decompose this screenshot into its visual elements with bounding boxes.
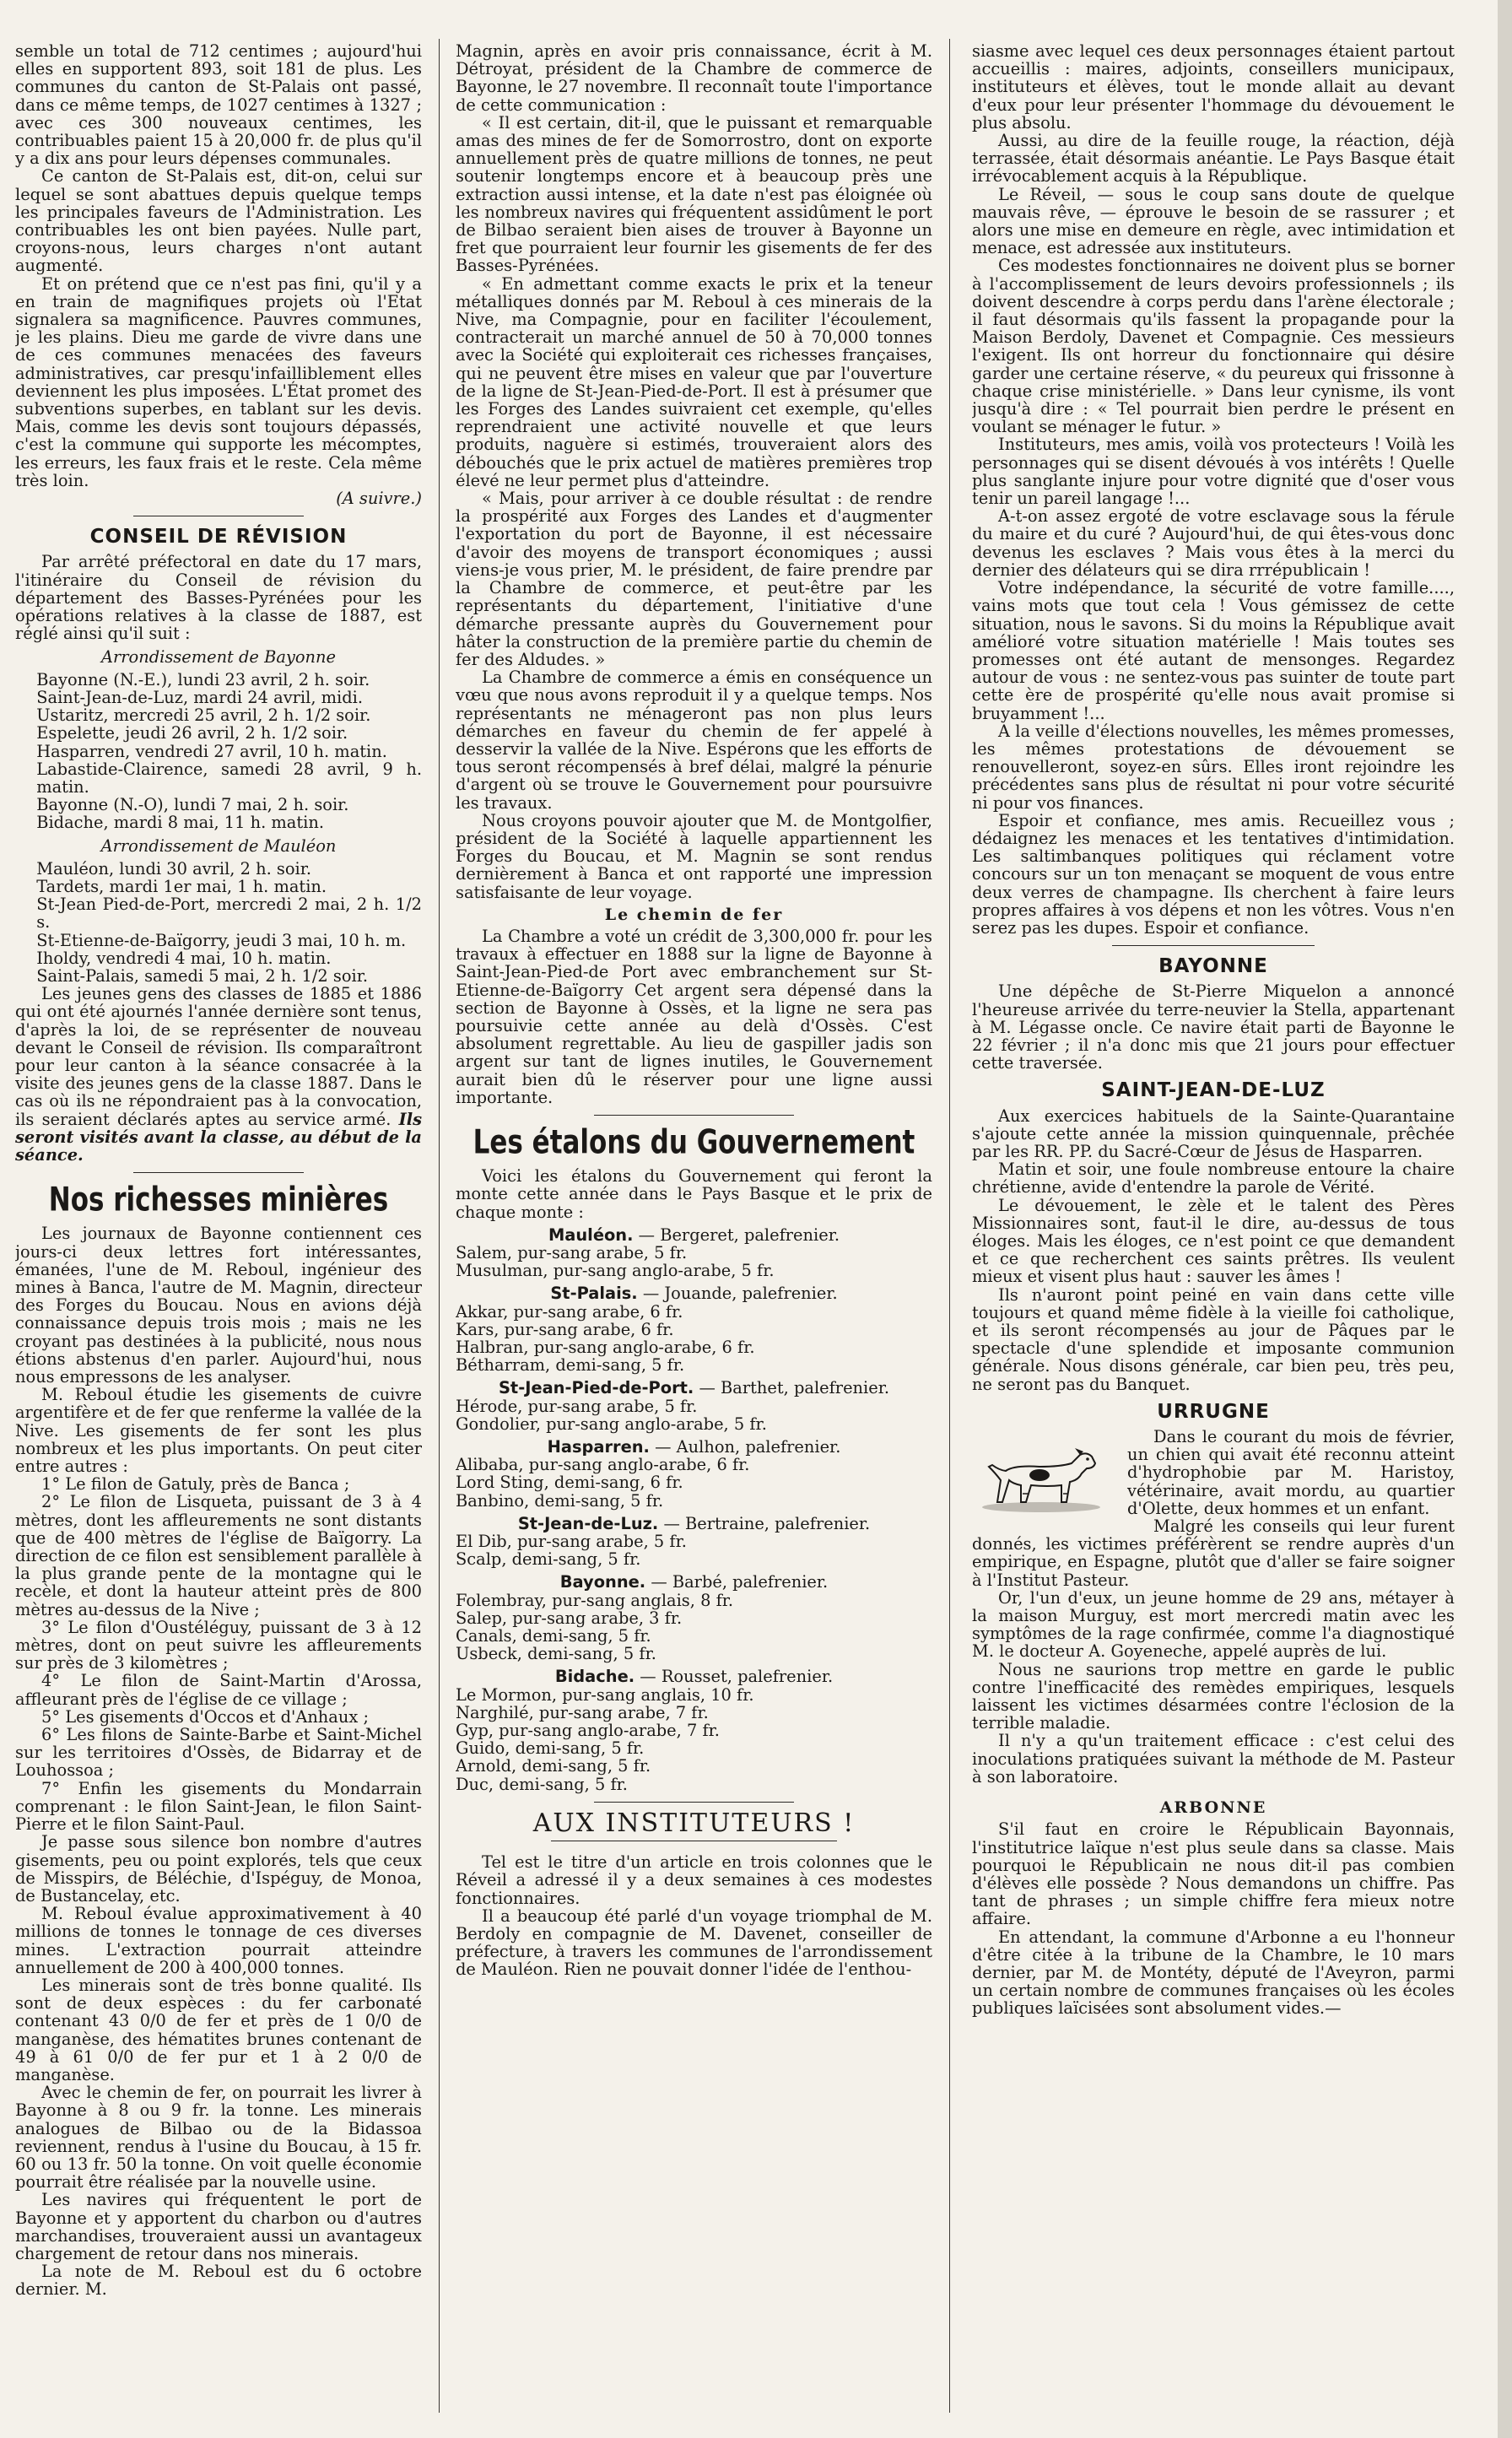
horse-entry: Alibaba, pur-sang anglo-arabe, 6 fr. [456,1455,750,1475]
article-text: Espoir et confiance, mes amis. Recueillez vous ; dédaignez les menaces et les tentatives d'intimidation. Les saltimbanques politiques qui réclament votre concours sur un ton menaçant se moquent de vous entre deux verres de champagne. Ils cherchent à faire leurs propres affaires à vos dépens et non les vôtres. Vous n'en serez pas les dupes. Espoir et confiance. [972,810,1455,938]
horse-entry: Bétharram, demi-sang, 5 fr. [456,1355,685,1376]
station-keeper: — Rousset, palefrenier. [640,1667,834,1687]
article-text: Avec le chemin de fer, on pourrait les livrer à Bayonne à 8 ou 9 fr. la tonne. Les minerais analogues de Bilbao ou de la Bidassoa reviennent, rendus à l'usine du Boucau, à 15 fr. 60 ou 13 fr. 50 la tonne. On voit quelle économie pourrait être réalisée par la nouvelle usine. [15,2083,422,2192]
station-town: Mauléon. [548,1224,634,1245]
continuation-note: (A suivre.) [336,489,422,509]
horse-entry: Hérode, pur-sang arabe, 5 fr. [456,1396,698,1416]
list-item: Bayonne (N.-O), lundi 7 mai, 2 h. soir. [36,795,349,815]
horse-entry: Narghilé, pur-sang arabe, 7 fr. [456,1702,709,1722]
heading-arbonne: ARBONNE [1159,1798,1267,1818]
article-text: A-t-on assez ergoté de votre esclavage sous la férule du maire et du curé ? Aujourd'hui, de qui êtes-vous donc devenus les esclaves ? Mais vous êtes à la merci du dernier des délateurs qui se dira rrrépublicain ! [972,506,1455,580]
station-keeper: — Barbé, palefrenier. [651,1572,829,1592]
article-text: Voici les étalons du Gouvernement qui feront la monte cette année dans le Pays Basque et le prix de chaque monte : [456,1166,932,1222]
station-heading [456,1573,932,1591]
article-text: « Mais, pour arriver à ce double résultat : de rendre la prospérité aux Forges des Landes et d'augmenter l'exportation du port de Bayonne, il est nécessaire d'avoir des moyens de transport économiques ; aussi viens-je vous prier, M. le président, de faire prendre par la Chambre de commerce, et peut-être par les représentants du département, l'initiative d'une démarche pressante auprès du Gouvernement pour hâter la construction de la première partie du chemin de fer des Aldudes. » [456,489,932,669]
divider [594,1115,794,1116]
column-rule [949,39,950,2413]
article-text: A la veille d'élections nouvelles, les mêmes promesses, les mêmes protestations de dévouement se renouvelleront, soyez-en sûrs. Elles iront rejoindre les précédentes sans plus de résultat ni pour votre sécurité ni pour vos finances. [972,721,1455,813]
horse-entry: Canals, demi-sang, 5 fr. [456,1626,651,1646]
station-town: Hasparren. [547,1437,650,1457]
station-keeper: — Barthet, palefrenier. [699,1378,890,1398]
article-text: Il n'y a qu'un traitement efficace : c'est celui des inoculations pratiquées suivant la méthode de M. Pasteur à son laboratoire. [972,1731,1455,1787]
list-item: 6° Les filons de Sainte-Barbe et Saint-Michel sur les territoires d'Ossès, de Bidarray et de Louhossoa ; [15,1725,422,1781]
heading-richesses-minieres: Nos richesses minières [48,1181,389,1219]
list-item: St-Etienne-de-Baïgorry, jeudi 3 mai, 10 h. m. [36,930,407,950]
article-text: Ces modestes fonctionnaires ne doivent plus se borner à l'accomplissement de leurs devoirs professionnels ; ils doivent descendre à corps perdu dans l'arène électorale ; il faut désormais qu'ils fassent la propagande pour la Maison Berdoly, Davenet et Compagnie. Ces messieurs l'exigent. Ils ont horreur du fonctionnaire qui désire garder une certaine réserve, « du peureux qui frissonne à chaque crise ministérielle. » Dans leur cynisme, ils vont jusqu'à dire : « Tel pourrait bien perdre le présent en voulant se ménager le futur. » [972,256,1455,437]
article-text: Magnin, après en avoir pris connaissance, écrit à M. Détroyat, président de la Chambre de commerce de Bayonne, le 27 novembre. Il reconnaît toute l'importance de cette communication : [456,42,932,115]
horse-entry: Guido, demi-sang, 5 fr. [456,1738,645,1759]
station-heading [456,1379,932,1397]
article-text: Aux exercices habituels de la Sainte-Quarantaine s'ajoute cette année la mission quinquennale, prêchée par les RR. PP. du Sacré-Cœur de Jésus de Hasparren. [972,1105,1455,1161]
list-item: St-Jean Pied-de-Port, mercredi 2 mai, 2 h. 1/2 s. [36,895,422,932]
station-town: St-Jean-Pied-de-Port. [498,1378,694,1398]
horse-entry: Salep, pur-sang arabe, 3 fr. [456,1608,683,1628]
subheading-arrondissement-bayonne: Arrondissement de Bayonne [101,646,336,667]
horse-entry: Banbino, demi-sang, 5 fr. [456,1490,664,1511]
station-heading [456,1226,932,1244]
subheading-arrondissement-mauleon: Arrondissement de Mauléon [100,835,337,856]
article-text: Matin et soir, une foule nombreuse entoure la chaire chrétienne, avide d'entendre la parole de Vérité. [972,1160,1455,1197]
article-text: Aussi, au dire de la feuille rouge, la réaction, déjà terrassée, était désormais anéantie. Le Pays Basque était irrévocablement acquis à la République. [972,131,1455,186]
column-2 [456,42,932,2413]
article-text-italic: Ils seront visités avant la classe, au début de la séance. [15,1109,422,1165]
list-item: Iholdy, vendredi 4 mai, 10 h. matin. [36,948,332,968]
article-text: En attendant, la commune d'Arbonne a eu l'honneur d'être citée à la tribune de la Chambre, le 10 mars dernier, par M. de Montéty, député de l'Aveyron, parmi un certain nombre de communes françaises où les écoles publiques laïcisées sont absolument vides.— [972,1927,1455,2019]
horse-entry: Lord Sting, demi-sang, 6 fr. [456,1473,683,1493]
article-text: Les journaux de Bayonne contiennent ces jours-ci deux lettres fort intéressantes, émanées, l'une de M. Reboul, ingénieur des mines à Banca, l'autre de M. Magnin, directeur des Forges du Boucau. Nous en avions déjà connaissance depuis trois mois ; mais ne les croyant pas destinées à la publicité, nous nous étions abstenus d'en parler. Aujourd'hui, nous nous empressons de les analyser. [15,1224,422,1387]
article-text: Nous ne saurions trop mettre en garde le public contre l'inefficacité des remèdes empiriques, lesquels laissent les victimes désarmées contre l'éclosion de la terrible maladie. [972,1659,1455,1733]
list-item: Ustaritz, mercredi 25 avril, 2 h. 1/2 soir. [36,705,371,726]
schedule-list-bayonne [15,671,422,832]
list-item: 1° Le filon de Gatuly, près de Banca ; [41,1474,350,1495]
article-text: « Il est certain, dit-il, que le puissant et remarquable amas des mines de fer de Somorrostro, dont on exporte annuellement près de quatre millions de tonnes, ne peut soutenir longtemps encore et à beaucoup près une extraction aussi intense, et la date n'est pas éloignée où les nombreux navires qui fréquentent assidûment le port de Bilbao seraient bien aises de trouver à Bayonne un fret que pourraient leur fournir les gisements de fer des Basses-Pyrénées. [456,112,932,276]
article-text: Une dépêche de St-Pierre Miquelon a annoncé l'heureuse arrivée du terre-neuvier la Stella, appartenant à M. Légasse oncle. Ce navire était parti de Bayonne le 22 février ; il n'a donc mis que 21 jours pour effectuer cette traversée. [972,981,1455,1073]
heading-saint-jean-de-luz: SAINT-JEAN-DE-LUZ [1101,1079,1326,1102]
station-town: Bidache. [554,1667,635,1687]
list-item: Hasparren, vendredi 27 avril, 10 h. matin. [36,741,387,761]
article-text: Nous croyons pouvoir ajouter que M. de Montgolfier, président de la Société à laquelle appartiennent les Forges du Boucau, et M. Magnin se sont rendus dernièrement à Banca et ont rapporté une impression satisfaisante de leur voyage. [456,810,932,902]
article-text: Je passe sous silence bon nombre d'autres gisements, peu ou point explorés, tels que ceux de Misspirs, de Béléchie, d'Ispéguy, de Monoa, de Bustancelay, etc. [15,1832,422,1906]
article-text: Votre indépendance, la sécurité de votre famille...., vains mots que tout cela ! Vous gémissez de cette situation, nous le savons. Si du moins la République avait amélioré votre situation matérielle ! Mais toutes ses promesses ont été autant de mensonges. Regardez autour de vous : ne sentez-vous pas suinter de toute part cette ère de prospérité qu'elle nous avait promise si bruyamment !... [972,578,1455,723]
article-text: La note de M. Reboul est du 6 octobre dernier. M. [15,2262,422,2300]
article-text [15,985,422,1164]
horse-entry: Akkar, pur-sang arabe, 6 fr. [456,1301,683,1322]
horse-entry: Duc, demi-sang, 5 fr. [456,1774,628,1794]
article-text: Dans le courant du mois de février, un chien qui avait été reconnu atteint d'hydrophobie par M. Haristoy, vétérinaire, avait mordu, au quartier d'Olette, deux hommes et un enfant. [1127,1427,1455,1518]
article-text: Il a beaucoup été parlé d'un voyage triomphal de M. Berdoly en compagnie de M. Davenet, conseiller de préfecture, à travers les communes de l'arrondissement de Mauléon. Rien ne pouvait donner l'idée de l'enthou- [456,1906,932,1980]
divider [594,1802,794,1803]
horse-entry: Usbeck, demi-sang, 5 fr. [456,1644,656,1664]
article-text: Le dévouement, le zèle et le talent des Pères Missionnaires sont, faut-il le dire, au-dessus de tous éloges. Mais les éloges, ce n'est point ce que demandent et ce que recherchent ces saints prêtres. Ils veulent mieux et visent plus haut : sauver les âmes ! [972,1195,1455,1287]
article-text: Ce canton de St-Palais est, dit-on, celui sur lequel se sont abattues depuis quelque temps les principales faveurs de l'Administration. Les contribuables les ont bien payées. Nulle part, croyons-nous, leurs charges n'ont autant augmenté. [15,166,422,276]
dog-illustration-icon [972,1433,1115,1517]
article-text: La Chambre a voté un crédit de 3,300,000 fr. pour les travaux à effectuer en 1888 sur la ligne de Bayonne à Saint-Jean-Pied-de Port avec embranchement sur St-Etienne-de-Baïgorry Cet argent sera dépensé dans la section de Bayonne à Ossès, et la ligne ne sera pas poursuivie cette année au delà d'Ossès. C'est absolument regrettable. Au lieu de gaspiller jadis son argent sur tant de lignes inutiles, le Gouvernement aurait bien dû le réserver pour une ligne aussi importante. [456,926,932,1107]
list-item: Saint-Jean-de-Luz, mardi 24 avril, midi. [36,687,364,707]
article-text: Les navires qui fréquentent le port de Bayonne et y apportent du charbon ou d'autres marchandises, trouveraient aussi un avantageux chargement de retour dans nos minerais. [15,2190,422,2263]
station-keeper: — Bertraine, palefrenier. [663,1513,871,1533]
article-text: M. Reboul évalue approximativement à 40 millions de tonnes le tonnage de ces diverses mines. L'extraction pourrait atteindre annuellement de 200 à 400,000 tonnes. [15,1904,422,1977]
article-text: Malgré les conseils qui leur furent donnés, les victimes préférèrent se rendre auprès d'un empirique, en Espagne, plutôt que d'aller se faire soigner à l'Institut Pasteur. [972,1516,1455,1590]
station-heading [456,1515,932,1533]
article-text: Instituteurs, mes amis, voilà vos protecteurs ! Voilà les personnages qui se disent dévoués à vos intérêts ! Quelle plus sanglante injure pour votre dignité que d'oser vous tenir un pareil langage !... [972,435,1455,509]
station-heading [456,1284,932,1302]
horse-entry: Salem, pur-sang arabe, 5 fr. [456,1243,688,1262]
article-text: Par arrêté préfectoral en date du 17 mars, l'itinéraire du Conseil de révision du département des Basses-Pyrénées pour les opérations relatives à la classe de 1887, est réglé ainsi qu'il suit : [15,552,422,644]
article-text: Ils n'auront point peiné en vain dans cette ville toujours et quand même fidèle à la vieille foi catholique, et ils seront récompensés au jour de Pâques par le spectacle d'une splendide et imposante communion générale. Nous disons générale, car bien peu, très peu, ne seront pas du Banquet. [972,1284,1455,1394]
heading-bayonne: BAYONNE [1158,955,1268,978]
list-item: Saint-Palais, samedi 5 mai, 2 h. 1/2 soir. [36,965,369,986]
station-town: Bayonne. [559,1572,646,1592]
list-item: 3° Le filon d'Oustéléguy, puissant de 3 à 12 mètres, dont on peut suivre les affleurements sur près de 3 kilomètres ; [15,1617,422,1673]
divider [1112,945,1315,946]
heading-chemin-de-fer: Le chemin de fer [604,905,784,924]
heading-conseil-revision: CONSEIL DE RÉVISION [89,526,348,549]
station-heading [456,1438,932,1456]
list-item: Tardets, mardi 1er mai, 1 h. matin. [36,876,327,896]
article-text: siasme avec lequel ces deux personnages étaient partout accueillis : maires, adjoints, conseillers municipaux, instituteurs et élèves, tout le monde allait au devant d'eux pour leur présenter l'hommage du dévouement le plus absolu. [972,42,1455,132]
station-heading [456,1668,932,1685]
horse-entry: Halbran, pur-sang anglo-arabe, 6 fr. [456,1338,755,1358]
horse-entry: Folembray, pur-sang anglais, 8 fr. [456,1590,734,1610]
horse-entry: El Dib, pur-sang arabe, 5 fr. [456,1532,687,1552]
article-text: Et on prétend que ce n'est pas fini, qu'il y a en train de magnifiques projets où l'Etat signalera sa magnificence. Pauvres communes, je les plains. Dieu me garde de vivre dans une de ces communes menacées des faveurs administratives, car presqu'infailliblement elles deviennent les plus imposées. L'État promet des subventions superbes, en tablant sur les devis. Mais, comme les devis sont toujours dépassés, c'est la commune qui supporte les mécomptes, les erreurs, les faux frais et le reste. Cela même très loin. [15,273,422,490]
station-keeper: — Jouande, palefrenier. [642,1284,838,1304]
list-item: Espelette, jeudi 26 avril, 2 h. 1/2 soir. [36,723,348,743]
station-town: St-Palais. [550,1284,638,1304]
column-rule [439,39,440,2413]
heading-etalons: Les étalons du Gouvernement [472,1123,915,1162]
article-text: M. Reboul étudie les gisements de cuivre argentifère et de fer que renferme la vallée de la Nive. Les gisements de fer sont les plus nombreux et les plus importants. On peut citer entre autres : [15,1385,422,1477]
article-text-span: Les jeunes gens des classes de 1885 et 1886 qui ont été ajournés l'année dernière sont tenus, d'après la loi, de se représenter de nouveau devant le Conseil de révision. Ils comparaîtront pour leur canton à la séance consacrée à la visite des jeunes gens de la classe 1887. Dans le cas où ils ne répondraient pas à la convocation, ils seraient déclarés aptes au service armé. [15,984,422,1129]
column-1 [15,42,422,2413]
divider [133,1172,304,1173]
horse-entry: Musulman, pur-sang anglo-arabe, 5 fr. [456,1261,775,1281]
list-item: 4° Le filon de Saint-Martin d'Arossa, affleurant près de l'église de ce village ; [15,1671,422,1709]
list-item: Labastide-Clairence, samedi 28 avril, 9 h. matin. [36,759,422,797]
article-text: semble un total de 712 centimes ; aujourd'hui elles en supportent 893, soit 181 de plus. Les communes du canton de St-Palais ont passé, dans ce même temps, de 1027 centimes à 1327 ; avec ces 300 nouveaux centimes, les contribuables paient 15 à 20,000 fr. de plus qu'il y a dix ans pour leurs dépenses communales. [15,42,422,169]
horse-entry: Scalp, demi-sang, 5 fr. [456,1549,641,1570]
list-item: 2° Le filon de Lisqueta, puissant de 3 à 4 mètres, dont les affleurements ne sont distants que de 400 mètres de l'église de Baïgorry. La direction de ce filon est sensiblement parallèle à la plus grande pente de la montagne qui le recèle, et dont la hauteur atteint près de 800 mètres au-dessus de la Nive ; [15,1492,422,1619]
schedule-list-mauleon [15,860,422,985]
article-text: La Chambre de commerce a émis en conséquence un vœu que nous avons reproduit il y a quelque temps. Nos représentants ne ménageront pas non plus leurs démarches en faveur du chemin de fer appelé à desservir la vallée de la Nive. Espérons que les efforts de tous seront récompensés à bref délai, malgré la pénurie d'argent où se trouve le Gouvernement pour poursuivre les travaux. [456,668,932,813]
list-item: Mauléon, lundi 30 avril, 2 h. soir. [36,858,312,878]
list-item: 7° Enfin les gisements du Mondarrain comprenant : le filon Saint-Jean, le filon Saint-Pierre et le filon Saint-Paul. [15,1778,422,1835]
list-item: Bidache, mardi 8 mai, 11 h. matin. [36,813,325,833]
horse-entry: Arnold, demi-sang, 5 fr. [456,1756,651,1776]
horse-entry: Kars, pur-sang arabe, 6 fr. [456,1319,674,1339]
station-keeper: — Aulhon, palefrenier. [655,1437,841,1457]
column-3 [972,42,1455,2413]
article-text: Or, l'un d'eux, un jeune homme de 29 ans, métayer à la maison Murguy, est mort mercredi matin avec les symptômes de la rage confirmée, comme l'a diagnostiqué M. le docteur A. Goyeneche, appelé auprès de lui. [972,1587,1455,1662]
article-text: S'il faut en croire le Républicain Bayonnais, l'institutrice laïque n'est plus seule dans sa classe. Mais pourquoi le Républicain ne nous dit-il pas combien d'élèves elle possède ? Nous demandons un chiffre. Pas tant de phrases ; un simple chiffre fera mieux notre affaire. [972,1819,1455,1929]
article-text: Le Réveil, — sous le coup sans doute de quelque mauvais rêve, — éprouve le besoin de se rassurer ; et alors une mise en demeure en règle, avec intimidation et menace, est adressée aux instituteurs. [972,184,1455,258]
article-text: « En admettant comme exacts le prix et la teneur métalliques donnés par M. Reboul à ces minerais de la Nive, ma Compagnie, pour en faciliter l'écoulement, contracterait un marché annuel de 50 à 70,000 tonnes avec la Société qui exploiterait ces richesses françaises, qui ne peuvent être mises en valeur que par l'ouverture de la ligne de St-Jean-Pied-de-Port. Il est à présumer que les Forges des Landes suivraient cet exemple, qu'elles reprendraient une activité nouvelle et que leurs produits, naguère si estimés, trouveraient alors des débouchés que le prix actuel de matières premières trop élevé ne leur permet plus d'atteindre. [456,273,932,490]
horse-entry: Gondolier, pur-sang anglo-arabe, 5 fr. [456,1414,767,1434]
station-keeper: — Bergeret, palefrenier. [638,1224,840,1245]
horse-entry: Gyp, pur-sang anglo-arabe, 7 fr. [456,1721,720,1741]
heading-urrugne: URRUGNE [1157,1400,1270,1423]
list-item: Bayonne (N.-E.), lundi 23 avril, 2 h. soir. [36,669,370,689]
horse-entry: Le Mormon, pur-sang anglais, 10 fr. [456,1684,754,1705]
article-text: Les minerais sont de très bonne qualité. Ils sont de deux espèces : du fer carbonaté contenant 43 0/0 de fer et près de 1 0/0 de manganèse, des hématites brunes contenant de 49 à 61 0/0 de fer pur et 1 à 2 0/0 de manganèse. [15,1975,422,2084]
list-item: 5° Les gisements d'Occos et d'Anhaux ; [41,1706,369,1727]
heading-aux-instituteurs: AUX INSTITUTEURS ! [532,1808,856,1838]
article-text: Tel est le titre d'un article en trois colonnes que le Réveil a adressé il y a deux semaines à ces modestes fonctionnaires. [456,1852,932,1908]
station-town: St-Jean-de-Luz. [517,1513,659,1533]
